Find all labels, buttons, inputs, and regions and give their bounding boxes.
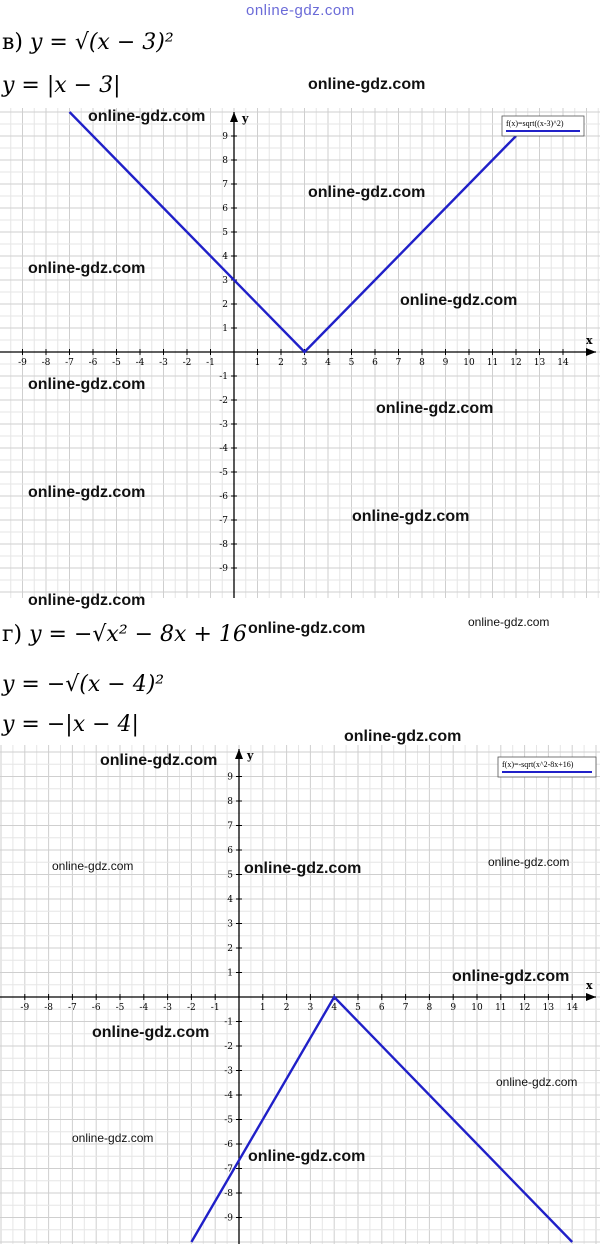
y-tick-label: -2 [219, 396, 228, 406]
y-tick-label: 1 [227, 968, 233, 979]
y-tick-label: 7 [227, 821, 233, 832]
x-tick-label: 1 [254, 358, 261, 368]
watermark: online-gdz.com [88, 108, 206, 125]
x-tick-label: -6 [91, 1003, 101, 1013]
y-tick-label: 6 [222, 204, 228, 214]
x-tick-label: 1 [259, 1003, 266, 1013]
watermark: online-gdz.com [28, 376, 146, 393]
y-axis-label: y [247, 749, 254, 762]
chart-g [0, 745, 600, 1244]
y-tick-label: 1 [222, 324, 228, 334]
x-tick-label: -7 [65, 358, 74, 368]
watermark: online-gdz.com [52, 859, 134, 873]
y-tick-label: -1 [219, 372, 228, 382]
watermark: online-gdz.com [248, 1148, 366, 1165]
y-axis-arrow [235, 749, 243, 759]
y-tick-label: 3 [227, 919, 233, 930]
part-g-letter: г) [2, 622, 23, 647]
x-tick-label: 2 [278, 358, 284, 368]
y-tick-label: -6 [224, 1140, 233, 1150]
watermark: online-gdz.com [28, 260, 146, 277]
part-g-formula-3: y = −|x − 4| [2, 712, 139, 737]
x-tick-label: -5 [112, 358, 121, 368]
y-axis-label: y [242, 112, 249, 125]
part-g-formula-1-text: y = −√x² − 8x + 16 [29, 622, 247, 647]
x-tick-label: -3 [163, 1003, 172, 1013]
watermark: online-gdz.com [308, 76, 426, 93]
watermark: online-gdz.com [352, 508, 470, 525]
y-tick-label: -3 [219, 420, 228, 430]
part-g-formula-2: y = −√(x − 4)² [2, 672, 165, 697]
legend-label: f(x)=sqrt((x-3)^2) [506, 119, 564, 128]
x-tick-label: -1 [210, 1003, 220, 1013]
x-tick-label: 8 [426, 1003, 433, 1013]
y-tick-label: 9 [222, 132, 228, 142]
x-tick-label: -3 [159, 358, 168, 368]
part-v-formula-2: y = |x − 3| [2, 73, 121, 98]
y-tick-label: 9 [227, 772, 233, 783]
x-tick-label: 6 [372, 358, 378, 368]
x-tick-label: 14 [566, 1003, 578, 1013]
x-tick-label: 13 [533, 358, 546, 368]
watermark: online-gdz.com [28, 592, 146, 609]
y-tick-label: -9 [219, 564, 228, 574]
y-tick-label: -7 [224, 1164, 233, 1175]
y-axis-arrow [230, 112, 238, 122]
y-tick-label: 7 [222, 180, 228, 190]
x-tick-label: -8 [44, 1003, 53, 1013]
y-tick-label: -8 [219, 540, 228, 550]
watermark: online-gdz.com [376, 400, 494, 417]
x-tick-label: -9 [18, 358, 27, 368]
watermark: online-gdz.com [308, 184, 426, 201]
watermark: online-gdz.com [244, 860, 362, 877]
x-tick-label: -9 [20, 1003, 30, 1013]
y-tick-label: -1 [224, 1017, 233, 1028]
x-tick-label: 5 [355, 1003, 361, 1013]
x-tick-label: -2 [187, 1003, 196, 1013]
site-header: online-gdz.com [246, 2, 355, 19]
y-tick-label: 4 [227, 895, 233, 905]
y-tick-label: 2 [227, 944, 233, 954]
chart-v [0, 108, 600, 598]
watermark: online-gdz.com [28, 484, 146, 501]
legend [498, 757, 596, 777]
x-axis-label: x [586, 979, 593, 992]
watermark: online-gdz.com [92, 1024, 210, 1041]
x-tick-label: 14 [557, 358, 569, 368]
x-tick-label: 5 [348, 358, 355, 368]
x-tick-label: -6 [88, 358, 98, 368]
watermark: online-gdz.com [344, 728, 462, 745]
watermark: online-gdz.com [100, 752, 218, 769]
x-tick-label: 4 [331, 1003, 338, 1013]
x-tick-label: 9 [442, 358, 449, 368]
x-tick-label: -4 [139, 1003, 149, 1013]
y-tick-label: -7 [219, 516, 228, 526]
watermark: online-gdz.com [468, 615, 550, 629]
y-tick-label: 8 [222, 156, 228, 166]
x-tick-label: -2 [182, 358, 192, 368]
x-tick-label: 6 [378, 1003, 385, 1013]
legend-label: f(x)=-sqrt(x^2-8x+16) [502, 760, 574, 769]
x-tick-label: 4 [325, 358, 331, 368]
y-tick-label: 2 [222, 300, 228, 310]
x-tick-label: -7 [68, 1003, 77, 1013]
legend [502, 116, 584, 136]
y-tick-label: -4 [224, 1091, 233, 1101]
y-tick-label: 8 [227, 797, 233, 807]
x-tick-label: -5 [115, 1003, 125, 1013]
x-tick-label: 8 [419, 358, 425, 368]
watermark: online-gdz.com [452, 968, 570, 985]
x-tick-label: 11 [495, 1003, 507, 1013]
y-tick-label: -5 [219, 468, 228, 478]
grid [0, 745, 600, 1244]
watermark: online-gdz.com [72, 1131, 154, 1145]
y-tick-label: 5 [227, 870, 233, 881]
x-tick-label: 12 [518, 1003, 531, 1013]
x-tick-label: 10 [471, 1003, 483, 1013]
y-tick-label: 3 [222, 276, 228, 286]
x-tick-label: 13 [542, 1003, 555, 1013]
part-v-formula-1-text: y = √(x − 3)² [29, 30, 174, 55]
x-tick-label: 3 [307, 1003, 314, 1013]
y-tick-label: -2 [224, 1042, 233, 1052]
y-tick-label: -6 [219, 492, 228, 502]
x-tick-label: -4 [135, 358, 145, 368]
x-tick-label: -8 [41, 358, 51, 368]
y-tick-label: 4 [222, 252, 228, 262]
y-tick-label: -5 [224, 1115, 233, 1126]
x-tick-label: 11 [486, 358, 499, 368]
part-g-formula-1 [2, 622, 247, 647]
grid [0, 108, 600, 598]
watermark: online-gdz.com [496, 1075, 578, 1089]
watermark: online-gdz.com [248, 620, 366, 637]
x-tick-label: 7 [402, 1003, 409, 1013]
x-axis-label: x [586, 334, 593, 347]
x-tick-label: 9 [450, 1003, 457, 1013]
y-tick-label: -9 [224, 1213, 233, 1224]
x-tick-label: 10 [463, 358, 475, 368]
x-tick-label: 3 [301, 358, 308, 368]
y-tick-label: -4 [219, 444, 228, 454]
y-tick-label: 5 [222, 228, 228, 238]
x-tick-label: 7 [395, 358, 402, 368]
x-axis-arrow [586, 993, 596, 1001]
x-tick-label: 12 [510, 358, 522, 368]
watermark: online-gdz.com [488, 855, 570, 869]
y-tick-label: -8 [224, 1189, 233, 1199]
x-axis-arrow [586, 348, 596, 356]
x-tick-label: -1 [206, 358, 215, 368]
y-tick-label: -3 [224, 1066, 233, 1077]
part-v-formula-1 [2, 30, 174, 55]
watermark: online-gdz.com [400, 292, 518, 309]
x-tick-label: 2 [283, 1003, 290, 1013]
part-v-letter: в) [2, 30, 23, 55]
y-tick-label: 6 [227, 846, 233, 856]
